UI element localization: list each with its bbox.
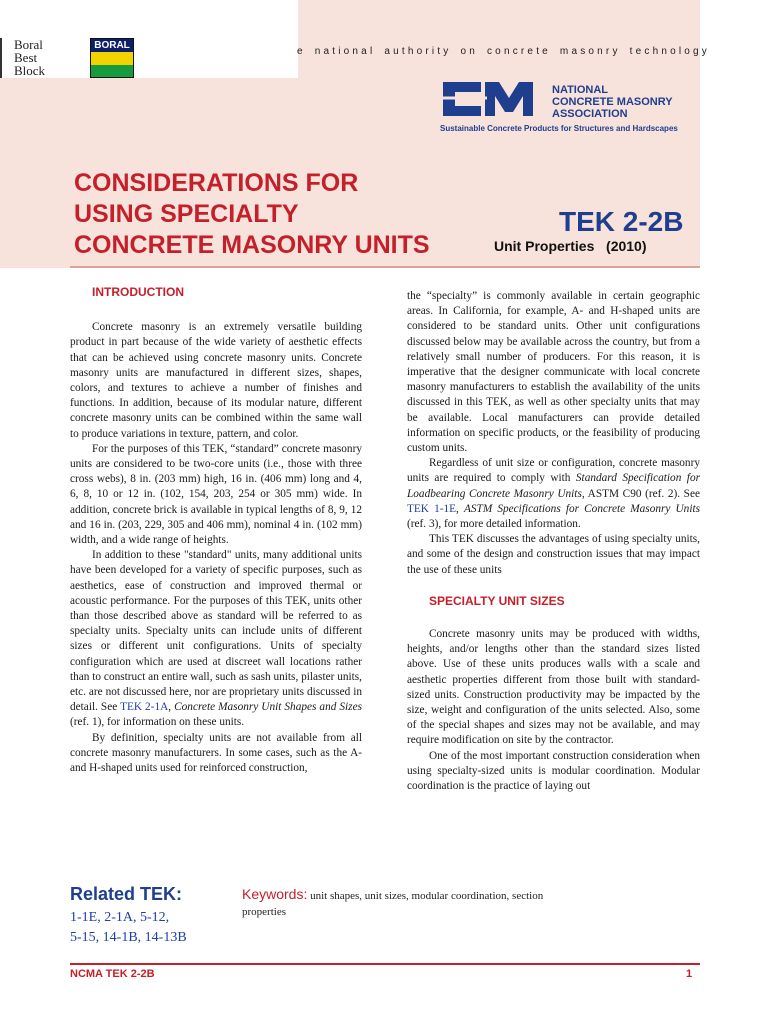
footer-tek-label: NCMA TEK 2-2B xyxy=(70,968,155,980)
reference-title: Concrete Masonry Unit Shapes and Sizes xyxy=(174,701,362,714)
boral-rule xyxy=(0,38,2,78)
paragraph: Regardless of unit size or configuration, concrete masonry units are required to comply with Standard Specification for Loadbearing Concrete Masonry Units, ASTM C90 (ref. 2). See TEK 1-1E, ASTM Specifications for Concrete Masonry Units (ref. 3), for more detailed information. xyxy=(407,457,701,531)
boral-line: Block xyxy=(14,63,46,78)
boral-logo-text: BORAL xyxy=(91,39,133,52)
tek-year: (2010) xyxy=(606,238,647,254)
related-tek-list xyxy=(70,908,240,948)
paragraph: Concrete masonry is an extremely versatile building product in part because of the wide variety of aesthetic effects that can be achieved using concrete masonry units. Concrete masonry units are manufactured in different sizes, shapes, colors, and textures to achieve a number of finishes and functions. In addition, because of its modular nature, different concrete masonry units can be combined within the same wall to produce variations in texture, pattern, and color. xyxy=(70,321,362,440)
document-title xyxy=(74,168,484,261)
boral-logo-yellow xyxy=(91,52,133,65)
header-rule xyxy=(70,266,700,268)
tagline: e national authority on concrete masonry technology xyxy=(297,46,711,57)
page-number: 1 xyxy=(686,968,693,980)
section-heading-introduction: INTRODUCTION xyxy=(92,285,184,299)
reference-title: ASTM Specifications for Concrete Masonry Units xyxy=(464,502,701,515)
text-run: , ASTM C90 (ref. 2). See xyxy=(581,487,700,500)
paragraph: This TEK discusses the advantages of using specialty units, and some of the design and construction issues that may impact the use of these units xyxy=(407,533,700,576)
right-column xyxy=(407,289,700,794)
title-line: USING SPECIALTY xyxy=(74,200,299,228)
ncma-logo-icon xyxy=(437,76,547,122)
keywords xyxy=(242,886,572,920)
reference-title: Standard Specification for Loadbearing Concrete Masonry Units xyxy=(407,472,700,500)
tek-number: TEK 2-2B xyxy=(559,206,684,237)
paragraph: the “specialty” is commonly available in certain geographic areas. In California, for example, A- and H-shaped units are considered to be standard units. Other unit configurations discussed below may be available across the country, but from a relatively small number of producers. For this reason, it is imperative that the designer communicate with local concrete masonry manufacturers to establish the availability of the units discussed in this TEK, as well as other specialty units that may be available. Local manufacturers can provide detailed information on specific products, or the feasibility of producing custom units. xyxy=(407,290,700,455)
text-run: (ref. 3), for more detailed information. xyxy=(407,518,581,531)
related-tek-line[interactable]: 1-1E, 2-1A, 5-12, xyxy=(70,910,170,925)
boral-logo xyxy=(90,38,134,78)
footer-rule xyxy=(70,963,700,965)
paragraph: For the purposes of this TEK, “standard” concrete masonry units are considered to be two-core units (i.e., those with three cross webs), 8 in. (203 mm) high, 16 in. (406 mm) long and 4, 6, 8, 10 or 12 in. (102, 154, 203, 254 or 305 mm) wide. In addition, concrete brick is available in typical lengths of 8, 9, 12 and 16 in. (203, 229, 305 and 406 mm), nominal 4 in. (102 mm) width, and a wide range of heights. xyxy=(70,442,362,547)
tek-category: Unit Properties xyxy=(494,238,595,254)
text-run: In addition to these "standard" units, many additional units have been developed for a variety of specific purposes, such as aesthetics, ease of construction and improved thermal or acoustic performance. For the purposes of this TEK, units other than those described above as standard will be referred to as specialty units. Specialty units can include units of different sizes or different unit configurations. Units of specialty configuration which are used at discreet wall locations rather than to construct an entire wall, such as sash units, pilaster units, etc. are not discussed here, nor are proprietary units discussed in detail. See xyxy=(70,549,362,714)
ncma-name-line: ASSOCIATION xyxy=(552,108,628,120)
related-tek-heading: Related TEK: xyxy=(70,884,183,904)
paragraph: In addition to these "standard" units, many additional units have been developed for a variety of specific purposes, such as aesthetics, ease of construction and improved thermal or acoustic performance. For the purposes of this TEK, units other than those described above as standard will be referred to as specialty units. Specialty units can include units of different sizes or different unit configurations. Units of specialty configuration which are used at discreet wall locations rather than to construct an entire wall, such as sash units, pilaster units, etc. are not discussed here, nor are proprietary units discussed in detail. See TEK 2-1A, Concrete Masonry Unit Shapes and Sizes (ref. 1), for information on these units. xyxy=(70,549,362,729)
title-line: CONCRETE MASONRY UNITS xyxy=(74,231,430,259)
ncma-name-line: NATIONAL xyxy=(552,84,609,96)
keywords-text: unit shapes, unit sizes, modular coordination, section properties xyxy=(242,890,544,918)
text-run: (ref. 1), for information on these units. xyxy=(70,716,245,729)
tek-subtitle xyxy=(494,238,647,254)
tek-1-1e-link[interactable]: TEK 1-1E xyxy=(407,502,457,515)
tek-2-1a-link[interactable]: TEK 2-1A xyxy=(120,701,169,714)
left-column xyxy=(70,285,362,776)
ncma-name-line: CONCRETE MASONRY xyxy=(552,96,673,108)
paragraph: One of the most important construction consideration when using specialty-sized units is modular coordination. Modular coordination is the practice of laying out xyxy=(407,749,700,793)
related-tek-line[interactable]: 5-15, 14-1B, 14-13B xyxy=(70,930,187,945)
text-run: Regardless of unit size or configuration, concrete masonry units are required to comply with xyxy=(407,457,700,485)
boral-line: Boral xyxy=(14,37,43,52)
boral-best-block-text xyxy=(6,38,45,77)
ncma-name xyxy=(552,84,673,120)
ncma-slogan: Sustainable Concrete Products for Structures and Hardscapes xyxy=(440,124,678,133)
title-line: CONSIDERATIONS FOR xyxy=(74,169,359,197)
boral-logo-green xyxy=(91,65,133,77)
keywords-label: Keywords: xyxy=(242,886,308,902)
paragraph: Concrete masonry units may be produced with widths, heights, and/or lengths other than the standard sizes listed above. Use of these units produces walls with a scale and aesthetic properties different from those built with standard-sized units. Construction productivity may be impacted by the size, weight and configuration of the units selected. Also, some of the special shapes and sizes may not be available, and may require modification on site by the contractor. xyxy=(407,628,700,747)
boral-line: Best xyxy=(14,50,38,65)
paragraph: By definition, specialty units are not available from all concrete masonry manufacturers. In some cases, such as the A- and H-shaped units used for reinforced construction, xyxy=(70,731,362,775)
section-heading-specialty-unit-sizes: SPECIALTY UNIT SIZES xyxy=(429,593,565,608)
